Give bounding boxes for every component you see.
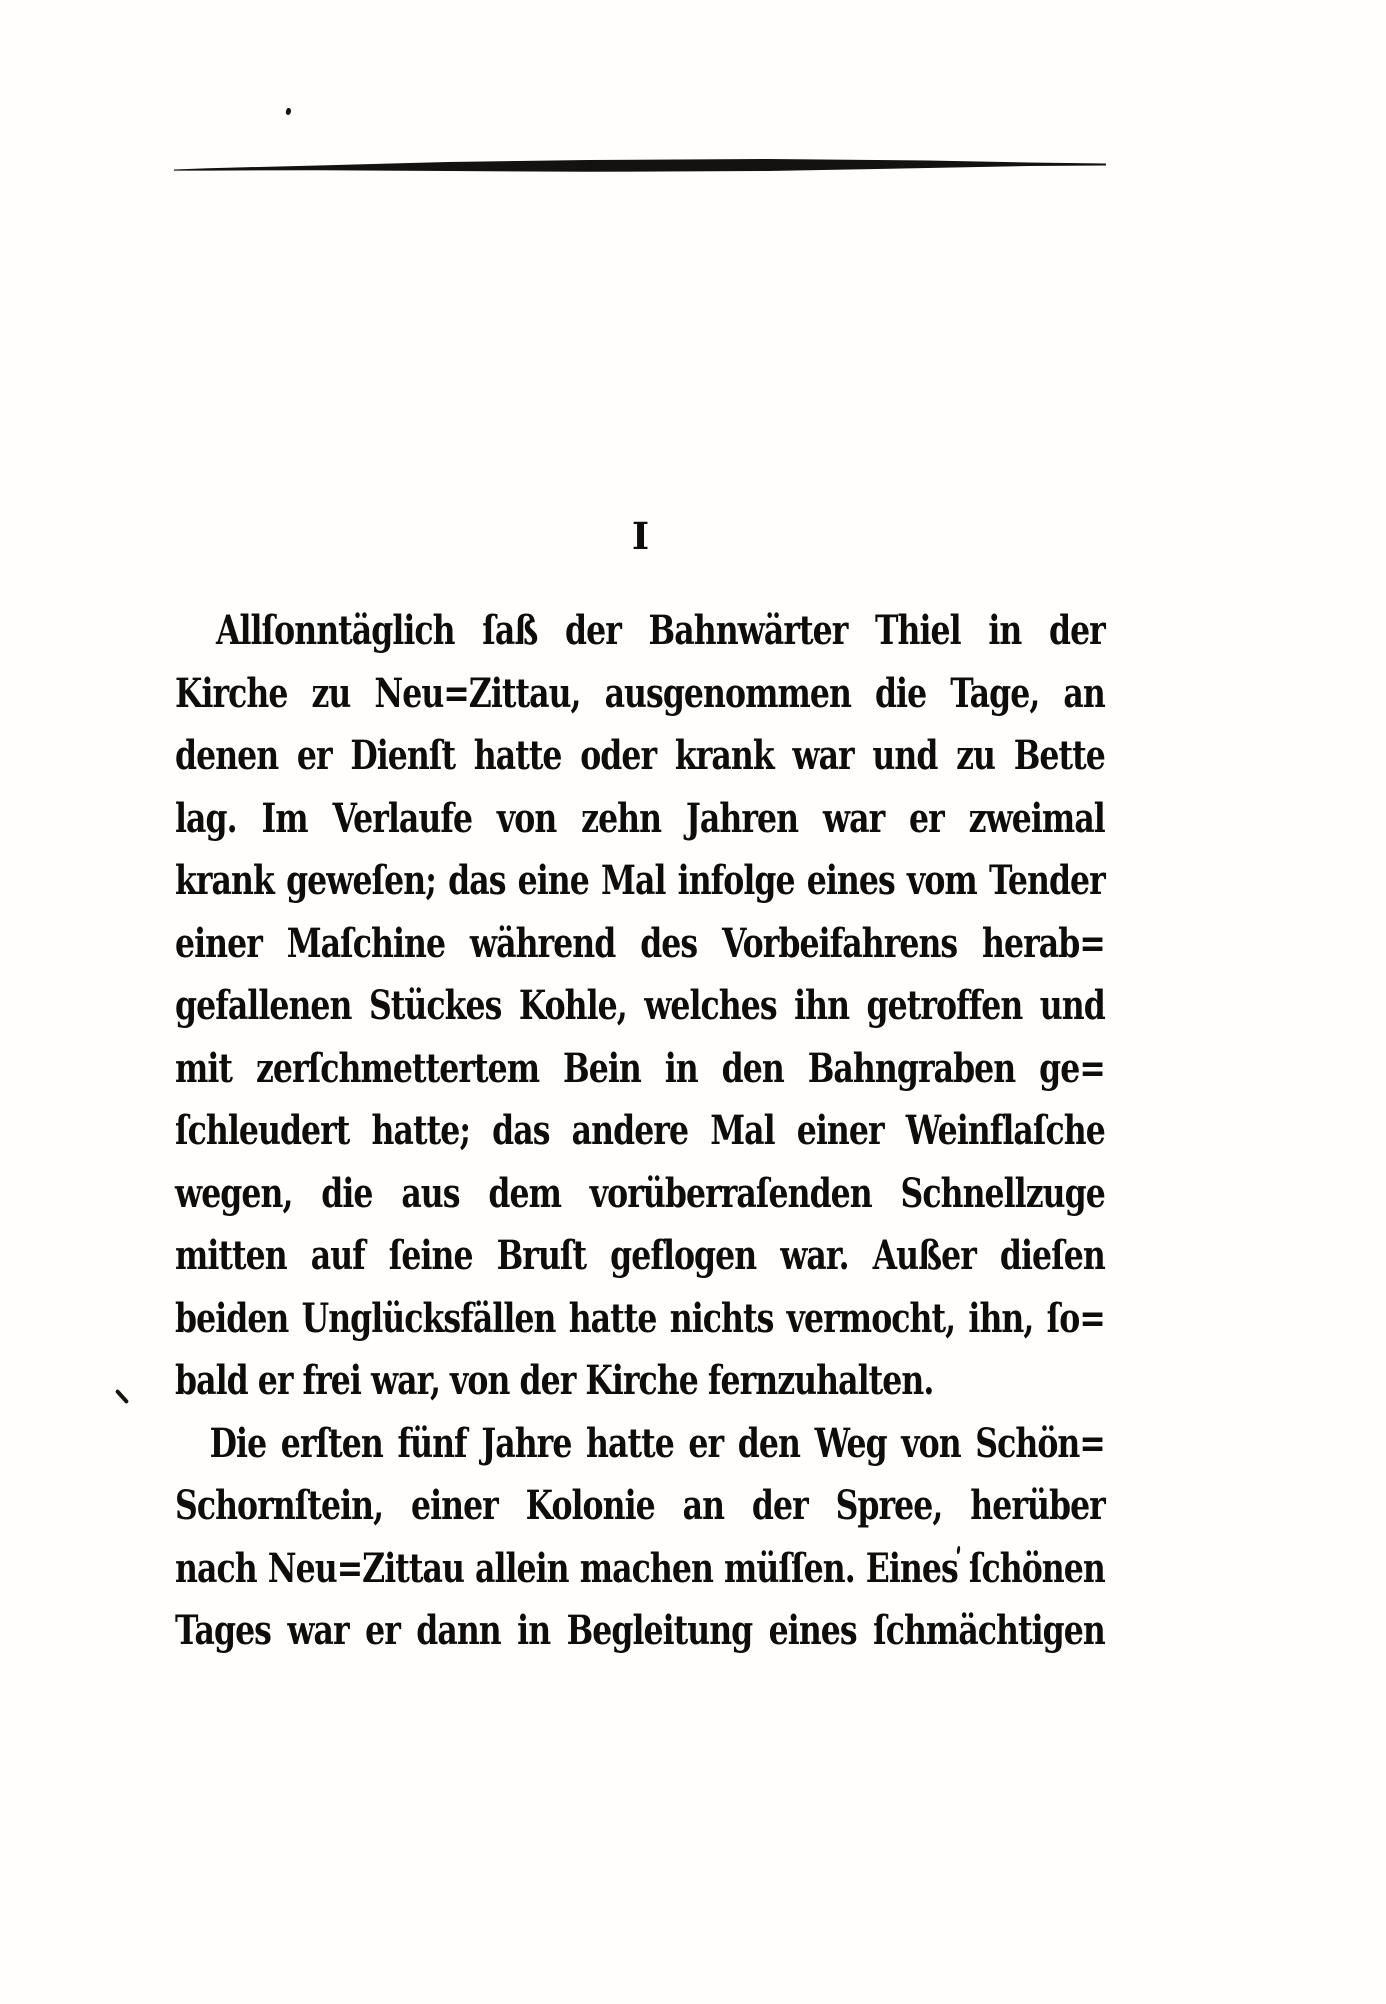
header-rule xyxy=(168,152,1113,178)
text-line: nach Neu=Zittau allein machen müſſen. Eines ſchönen xyxy=(175,1544,1105,1592)
text-line: gefallenen Stückes Kohle, welches ihn getroffen und xyxy=(175,982,1105,1029)
text-line: denen er Dienſt hatte oder krank war und zu Bette xyxy=(175,732,1105,779)
text-line: lag. Im Verlaufe von zehn Jahren war er zweimal xyxy=(175,794,1105,842)
text-line: Die erſten fünf Jahre hatte er den Weg von Schön= xyxy=(209,1419,1105,1467)
ink-speck xyxy=(285,107,292,115)
text-line: mitten auf ſeine Bruſt geflogen war. Außer dieſen xyxy=(175,1232,1105,1279)
text-line: bald er frei war, von der Kirche fernzuhalten. xyxy=(175,1357,934,1404)
text-block xyxy=(175,600,1105,1663)
margin-ink-mark xyxy=(115,1389,129,1404)
text-line: Schornſtein, einer Kolonie an der Spree, herüber xyxy=(175,1482,1105,1529)
text-line: wegen, die aus dem vorüberraſenden Schnellzuge xyxy=(175,1169,1105,1217)
paragraph xyxy=(175,600,1105,1413)
text-line: krank geweſen; das eine Mal infolge eines vom Tender xyxy=(175,857,1105,904)
text-line: ſchleudert hatte; das andere Mal einer Weinflaſche xyxy=(175,1107,1105,1154)
text-line: einer Maſchine während des Vorbeifahrens herab= xyxy=(175,919,1105,967)
paragraph xyxy=(175,1413,1105,1663)
text-line: Kirche zu Neu=Zittau, ausgenommen die Tage, an xyxy=(175,669,1105,717)
text-line: Allſonntäglich ſaß der Bahnwärter Thiel in der xyxy=(215,607,1105,654)
text-line: Tages war er dann in Begleitung eines ſchmächtigen xyxy=(175,1607,1105,1654)
text-line: beiden Unglücksfällen hatte nichts vermocht, ihn, ſo= xyxy=(175,1294,1105,1342)
text-line: mit zerſchmettertem Bein in den Bahngraben ge= xyxy=(175,1044,1105,1092)
chapter-number: I xyxy=(631,514,651,558)
